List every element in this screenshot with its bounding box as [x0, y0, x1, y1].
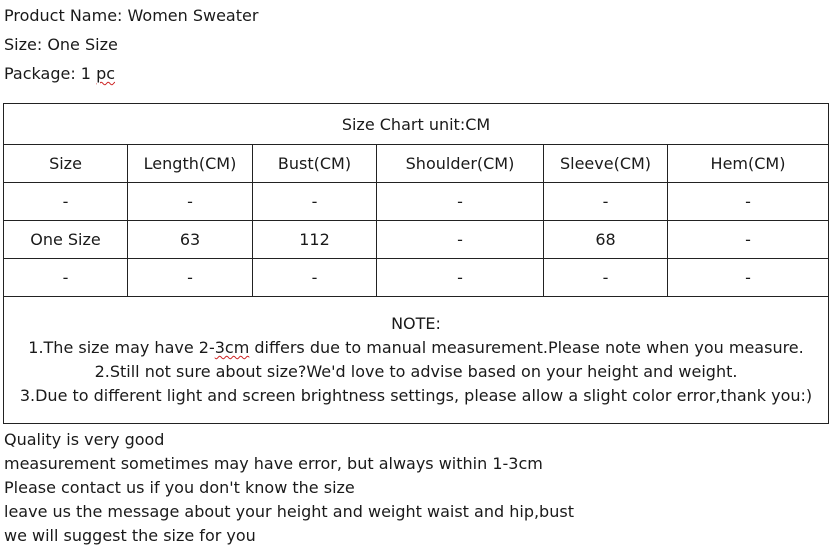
column-header: Sleeve(CM)	[544, 145, 668, 183]
footer-line-suggest: we will suggest the size for you	[4, 526, 256, 545]
note-cell	[4, 297, 829, 424]
note-line-1-start: 1.The size may have 2-	[28, 338, 215, 357]
footer-line-quality: Quality is very good	[4, 430, 165, 449]
table-cell: 63	[128, 221, 253, 259]
column-header: Shoulder(CM)	[377, 145, 544, 183]
table-cell: -	[668, 259, 829, 297]
table-row	[4, 259, 829, 297]
table-cell: -	[377, 259, 544, 297]
table-cell: -	[253, 183, 377, 221]
footer-line-message: leave us the message about your height and weight waist and hip,bust	[4, 502, 574, 521]
table-cell: -	[128, 183, 253, 221]
note-line-1-end: differs due to manual measurement.Please note when you measure.	[249, 338, 804, 357]
package-unit: pc	[96, 64, 116, 83]
table-cell: -	[668, 221, 829, 259]
note-line-1	[4, 336, 828, 360]
size-chart-title: Size Chart unit:CM	[4, 104, 829, 145]
product-package-line	[4, 64, 115, 84]
table-row	[4, 183, 829, 221]
note-heading: NOTE:	[391, 314, 441, 333]
table-cell: -	[128, 259, 253, 297]
table-cell: -	[377, 221, 544, 259]
size-chart-table	[3, 103, 829, 424]
note-line-2: 2.Still not sure about size?We'd love to advise based on your height and weight.	[94, 362, 738, 381]
column-header: Bust(CM)	[253, 145, 377, 183]
package-prefix: Package: 1	[4, 64, 97, 83]
table-cell: One Size	[4, 221, 128, 259]
table-cell: 68	[544, 221, 668, 259]
size-chart-header-row	[4, 145, 829, 183]
note-line-1-marked: 3cm	[214, 338, 250, 357]
table-cell: 112	[253, 221, 377, 259]
table-cell: -	[544, 183, 668, 221]
table-row	[4, 221, 829, 259]
column-header: Hem(CM)	[668, 145, 829, 183]
table-cell: -	[4, 183, 128, 221]
column-header: Length(CM)	[128, 145, 253, 183]
table-cell: -	[4, 259, 128, 297]
size-chart-title-row	[4, 104, 829, 145]
product-name-line: Product Name: Women Sweater	[4, 6, 259, 25]
note-row	[4, 297, 829, 424]
footer-line-contact: Please contact us if you don't know the size	[4, 478, 355, 497]
table-cell: -	[253, 259, 377, 297]
product-size-line: Size: One Size	[4, 35, 118, 54]
table-cell: -	[668, 183, 829, 221]
note-line-3: 3.Due to different light and screen brightness settings, please allow a slight color error,thank you:)	[19, 386, 813, 405]
table-cell: -	[377, 183, 544, 221]
column-header: Size	[4, 145, 128, 183]
footer-line-measurement: measurement sometimes may have error, but always within 1-3cm	[4, 454, 543, 473]
table-cell: -	[544, 259, 668, 297]
